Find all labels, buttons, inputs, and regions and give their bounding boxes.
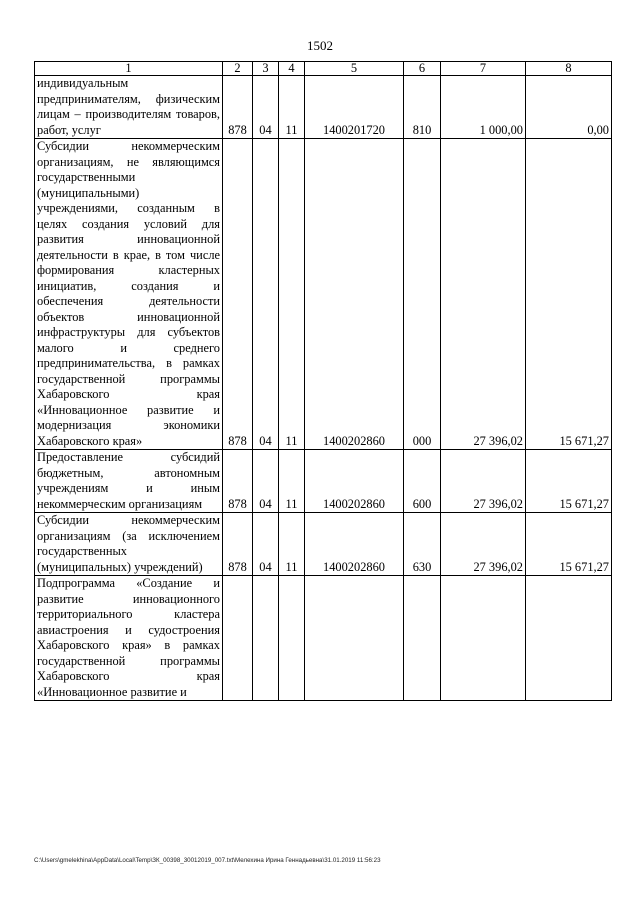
row-name: Предоставление субсидий бюджетным, автономным учреждениям и иным некоммерческим организациям <box>35 450 223 513</box>
cell-admin-code: 878 <box>223 76 253 139</box>
table-row <box>35 450 612 513</box>
table-row <box>35 76 612 139</box>
column-header: 4 <box>279 62 305 76</box>
cell-executed-amount: 0,00 <box>526 76 612 139</box>
column-header: 2 <box>223 62 253 76</box>
cell-section: 04 <box>253 450 279 513</box>
cell-subsection <box>279 576 305 701</box>
cell-admin-code: 878 <box>223 450 253 513</box>
column-header: 7 <box>441 62 526 76</box>
cell-target-article: 1400202860 <box>305 450 404 513</box>
cell-executed-amount: 15 671,27 <box>526 450 612 513</box>
cell-target-article: 1400201720 <box>305 76 404 139</box>
cell-planned-amount <box>441 576 526 701</box>
cell-target-article: 1400202860 <box>305 139 404 450</box>
cell-expense-type: 000 <box>404 139 441 450</box>
page-number: 1502 <box>307 38 333 53</box>
cell-admin-code: 878 <box>223 513 253 576</box>
column-header: 1 <box>35 62 223 76</box>
file-path-footer: C:\Users\gmelekhina\AppData\Local\Temp\ЗК_00398_30012019_007.txt\Мелехина Ирина Геннадьевна\31.01.2019 11:56:23 <box>34 857 381 864</box>
row-name: Субсидии некоммерческим организациям (за исключением государственных (муниципальных) учреждений) <box>35 513 223 576</box>
cell-section <box>253 576 279 701</box>
cell-expense-type: 600 <box>404 450 441 513</box>
cell-executed-amount: 15 671,27 <box>526 513 612 576</box>
table-row <box>35 513 612 576</box>
cell-subsection: 11 <box>279 513 305 576</box>
cell-admin-code: 878 <box>223 139 253 450</box>
cell-expense-type: 810 <box>404 76 441 139</box>
cell-section: 04 <box>253 513 279 576</box>
column-header: 3 <box>253 62 279 76</box>
cell-section: 04 <box>253 139 279 450</box>
cell-admin-code <box>223 576 253 701</box>
cell-target-article: 1400202860 <box>305 513 404 576</box>
cell-planned-amount: 1 000,00 <box>441 76 526 139</box>
cell-section: 04 <box>253 76 279 139</box>
table-header-row <box>35 62 612 76</box>
table-row <box>35 576 612 701</box>
column-header: 8 <box>526 62 612 76</box>
cell-expense-type <box>404 576 441 701</box>
cell-subsection: 11 <box>279 76 305 139</box>
cell-executed-amount: 15 671,27 <box>526 139 612 450</box>
row-name: индивидуальным предпринимателям, физическим лицам – производителям товаров, работ, услуг <box>35 76 223 139</box>
table-row <box>35 139 612 450</box>
cell-subsection: 11 <box>279 450 305 513</box>
budget-table <box>34 61 612 701</box>
column-header: 5 <box>305 62 404 76</box>
cell-subsection: 11 <box>279 139 305 450</box>
cell-planned-amount: 27 396,02 <box>441 513 526 576</box>
cell-executed-amount <box>526 576 612 701</box>
row-name: Субсидии некоммерческим организациям, не являющимся государственными (муниципальными) учреждениями, созданным в целях создания условий для развития инновационной деятельности в крае, в том числе формирования кластерных инициатив, создания и обеспечения деятельности объектов инновационной инфраструктуры для субъектов малого и среднего предпринимательства, в рамках государственной программы Хабаровского края «Инновационное развитие и модернизация экономики Хабаровского края» <box>35 139 223 450</box>
column-header: 6 <box>404 62 441 76</box>
row-name: Подпрограмма «Создание и развитие инновационного территориального кластера авиастроения и судостроения Хабаровского края» в рамках государственной программы Хабаровского края «Инновационное развитие и <box>35 576 223 701</box>
cell-planned-amount: 27 396,02 <box>441 139 526 450</box>
cell-target-article <box>305 576 404 701</box>
cell-expense-type: 630 <box>404 513 441 576</box>
cell-planned-amount: 27 396,02 <box>441 450 526 513</box>
